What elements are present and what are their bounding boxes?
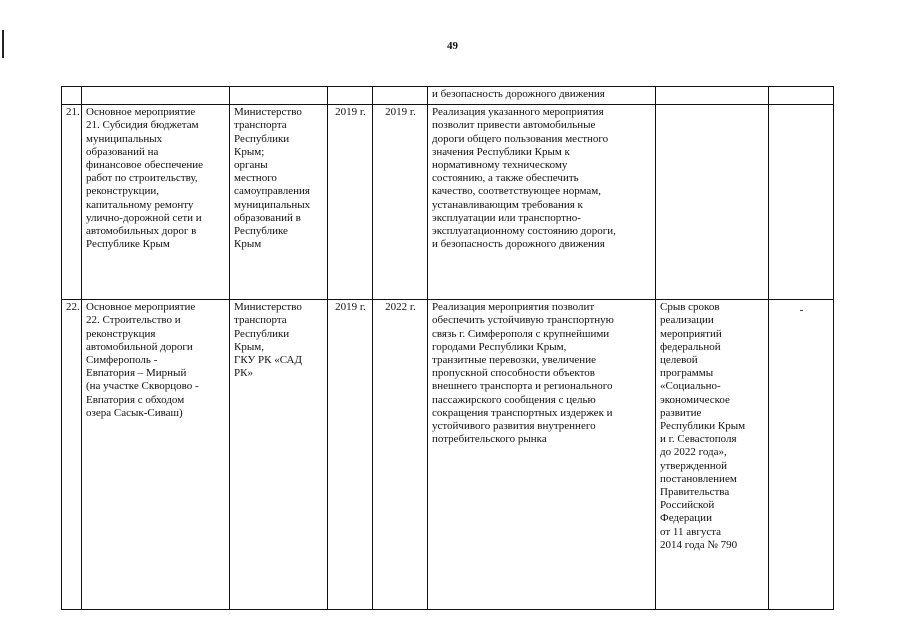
cell-consequences bbox=[656, 87, 769, 105]
cell-consequences bbox=[656, 105, 769, 300]
cell-start bbox=[328, 87, 373, 105]
cell-end bbox=[373, 87, 428, 105]
indicator-text: - bbox=[799, 304, 804, 317]
executor-text: Министерство транспорта Республики Крым, ГКУ РК «САД РК» bbox=[234, 301, 302, 380]
cell-indicator bbox=[769, 105, 834, 300]
page-number: 49 bbox=[447, 40, 458, 52]
cell-outcome bbox=[428, 300, 656, 610]
row-number: 21. bbox=[66, 106, 80, 119]
cell-outcome bbox=[428, 87, 656, 105]
cell-end bbox=[373, 105, 428, 300]
cell-measure bbox=[82, 87, 230, 105]
cell-indicator bbox=[769, 300, 834, 610]
cell-end bbox=[373, 300, 428, 610]
consequences-text: Срыв сроков реализации мероприятий федеральной целевой программы «Социально- экономическое развитие Республики Крым и г. Севастополя до 2022 года», утвержденной постановлением Правительства Российской Федерации от 11 августа 2014 года № 790 bbox=[660, 301, 746, 551]
cell-measure bbox=[82, 105, 230, 300]
executor-text: Министерство транспорта Республики Крым; органы местного самоуправления муниципальных образований в Республике Крым bbox=[234, 106, 311, 251]
cell-num bbox=[62, 87, 82, 105]
cell-start bbox=[328, 300, 373, 610]
cell-measure bbox=[82, 300, 230, 610]
table-row-22 bbox=[62, 300, 834, 610]
table-row-continuation bbox=[62, 87, 834, 105]
cell-executor bbox=[230, 300, 328, 610]
outcome-text: Реализация мероприятия позволит обеспечить устойчивую транспортную связь г. Симферополя с крупнейшими городами Республики Крым, транзитные перевозки, увеличение пропускной способности объектов внешнего транспорта и регионального пассажирского сообщения с целью сокращения транспортных издержек и устойчивого развития внутреннего потребительского рынка bbox=[432, 301, 614, 446]
cell-consequences bbox=[656, 300, 769, 610]
end-year: 2022 г. bbox=[385, 301, 416, 314]
cell-num bbox=[62, 300, 82, 610]
cell-executor bbox=[230, 87, 328, 105]
start-year: 2019 г. bbox=[335, 301, 366, 314]
start-year: 2019 г. bbox=[335, 106, 366, 119]
outcome-text: и безопасность дорожного движения bbox=[432, 88, 605, 100]
measure-text: Основное мероприятие 21. Субсидия бюджетам муниципальных образований на финансовое обеспечение работ по строительству, реконструкции, капитальному ремонту улично-дорожной сети и автомобильных дорог в Республике Крым bbox=[86, 106, 203, 251]
measures-table bbox=[61, 86, 834, 610]
row-number: 22. bbox=[66, 301, 80, 314]
table-row-21 bbox=[62, 105, 834, 300]
cell-start bbox=[328, 105, 373, 300]
end-year: 2019 г. bbox=[385, 106, 416, 119]
cell-num bbox=[62, 105, 82, 300]
outcome-text: Реализация указанного мероприятия позволит привести автомобильные дороги общего пользования местного значения Республики Крым к нормативному техническому состоянию, а также обеспечить качество, соответствующее нормам, устанавливающим требования к эксплуатации или транспортно- эксплуатационному состоянию дороги, и безопасность дорожного движения bbox=[432, 106, 616, 251]
measure-text: Основное мероприятие 22. Строительство и реконструкция автомобильной дороги Симферополь - Евпатория – Мирный (на участке Скворцово - Евпатория с обходом озера Сасык-Сиваш) bbox=[86, 301, 199, 419]
cell-indicator bbox=[769, 87, 834, 105]
cell-executor bbox=[230, 105, 328, 300]
cell-outcome bbox=[428, 105, 656, 300]
